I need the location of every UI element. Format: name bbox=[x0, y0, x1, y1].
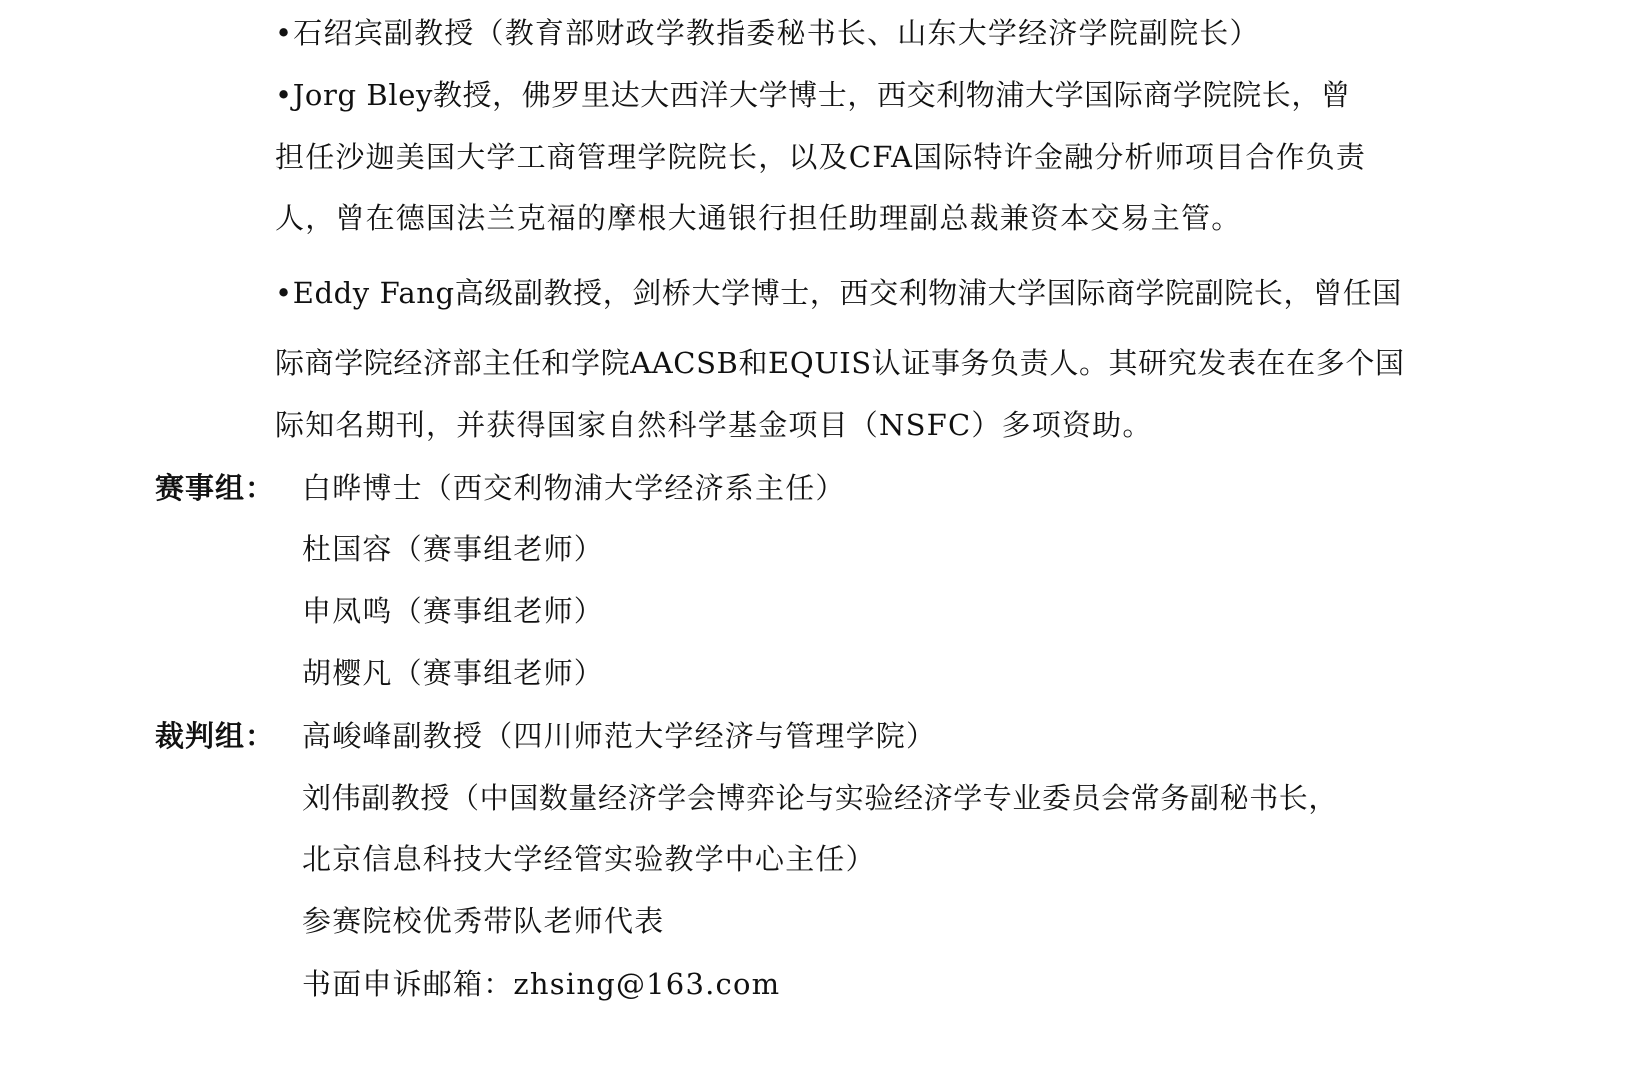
referee-member-liu-line1: 刘伟副教授（中国数量经济学会博弈论与实验经济学专业委员会常务副秘书长， bbox=[302, 781, 1339, 815]
committee-member-fang-line3: 际知名期刊，并获得国家自然科学基金项目（NSFC）多项资助。 bbox=[275, 408, 1153, 442]
committee-member-bley-line3: 人，曾在德国法兰克福的摩根大通银行担任助理副总裁兼资本交易主管。 bbox=[275, 201, 1242, 235]
committee-member-bley-line2: 担任沙迦美国大学工商管理学院院长，以及CFA国际特许金融分析师项目合作负责 bbox=[275, 140, 1367, 174]
committee-member-fang-line1: •Eddy Fang高级副教授，剑桥大学博士，西交利物浦大学国际商学院副院长，曾任国 bbox=[275, 276, 1402, 310]
committee-member-shi: •石绍宾副教授（教育部财政学教指委秘书长、山东大学经济学院副院长） bbox=[275, 16, 1260, 50]
referee-member-representatives: 参赛院校优秀带队老师代表 bbox=[302, 904, 665, 938]
referee-member-liu-line2: 北京信息科技大学经管实验教学中心主任） bbox=[302, 842, 876, 876]
committee-member-bley-line1: •Jorg Bley教授，佛罗里达大西洋大学博士，西交利物浦大学国际商学院院长，曾 bbox=[275, 78, 1351, 112]
competition-group-label: 赛事组： bbox=[155, 471, 276, 505]
committee-member-fang-line2: 际商学院经济部主任和学院AACSB和EQUIS认证事务负责人。其研究发表在在多个国 bbox=[275, 346, 1405, 380]
competition-group-member: 杜国容（赛事组老师） bbox=[302, 532, 605, 566]
competition-group-member: 白晔博士（西交利物浦大学经济系主任） bbox=[302, 471, 846, 505]
referee-group-label: 裁判组： bbox=[155, 719, 276, 753]
referee-member-gao: 高峻峰副教授（四川师范大学经济与管理学院） bbox=[302, 719, 937, 753]
competition-group-member: 胡樱凡（赛事组老师） bbox=[302, 656, 605, 690]
competition-group-member: 申凤鸣（赛事组老师） bbox=[302, 594, 605, 628]
appeal-email: 书面申诉邮箱：zhsing@163.com bbox=[302, 967, 781, 1001]
